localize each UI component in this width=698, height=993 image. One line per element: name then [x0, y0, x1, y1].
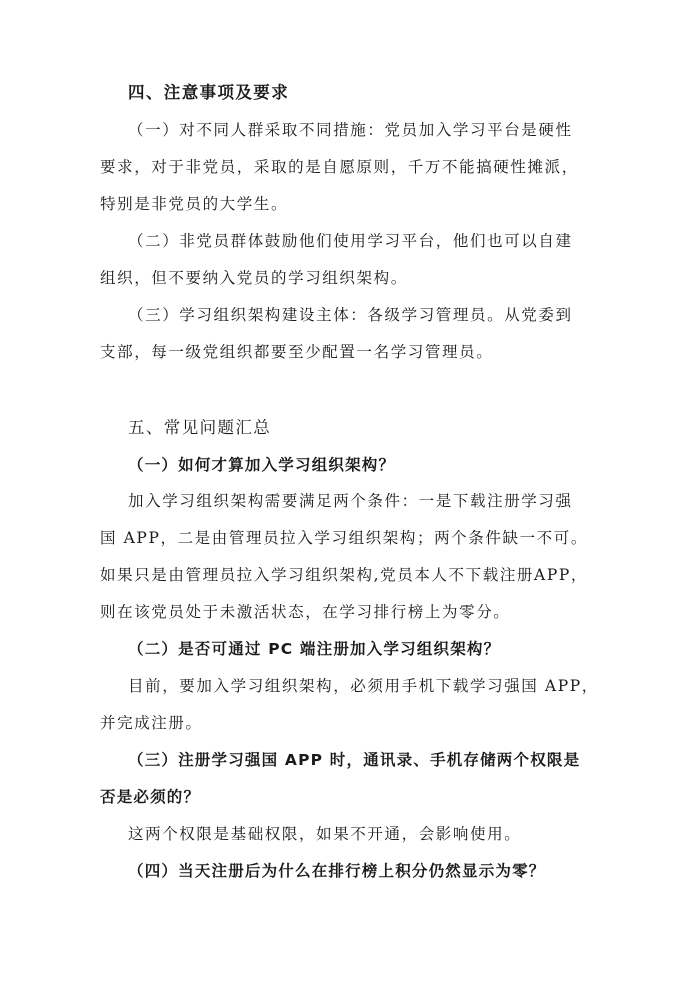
answer-line: 国 APP，二是由管理员拉入学习组织架构；两个条件缺一不可。: [100, 529, 588, 547]
paragraph-line: （一）对不同人群采取不同措施：党员加入学习平台是硬性: [128, 121, 573, 139]
question-heading: （三）注册学习强国 APP 时，通讯录、手机存储两个权限是: [128, 751, 581, 769]
paragraph-line: 组织，但不要纳入党员的学习组织架构。: [100, 269, 408, 287]
question-heading: 否是必须的？: [100, 788, 201, 806]
answer-line: 并完成注册。: [100, 714, 203, 732]
paragraph-line: 支部，每一级党组织都要至少配置一名学习管理员。: [100, 343, 494, 361]
question-heading: （二）是否可通过 PC 端注册加入学习组织架构？: [128, 640, 501, 658]
answer-line: 如果只是由管理员拉入学习组织架构,党员本人不下载注册APP，: [100, 566, 588, 584]
section-5-heading: 五、常见问题汇总: [128, 418, 272, 437]
answer-line: 则在该党员处于未激活状态，在学习排行榜上为零分。: [100, 603, 511, 621]
question-heading: （四）当天注册后为什么在排行榜上积分仍然显示为零？: [128, 862, 546, 880]
answer-line: 加入学习组织架构需要满足两个条件：一是下载注册学习强: [128, 492, 573, 510]
question-heading: （一）如何才算加入学习组织架构？: [128, 456, 396, 474]
answer-line: 目前，要加入学习组织架构，必须用手机下载学习强国 APP，: [128, 677, 599, 695]
paragraph-line: （三）学习组织架构建设主体：各级学习管理员。从党委到: [128, 306, 573, 324]
paragraph-line: 要求，对于非党员，采取的是自愿原则，千万不能搞硬性摊派，: [100, 158, 579, 176]
paragraph-line: 特别是非党员的大学生。: [100, 195, 289, 213]
section-4-heading: 四、注意事项及要求: [128, 83, 290, 102]
answer-line: 这两个权限是基础权限，如果不开通，会影响使用。: [128, 825, 522, 843]
paragraph-line: （二）非党员群体鼓励他们使用学习平台，他们也可以自建: [128, 232, 573, 250]
